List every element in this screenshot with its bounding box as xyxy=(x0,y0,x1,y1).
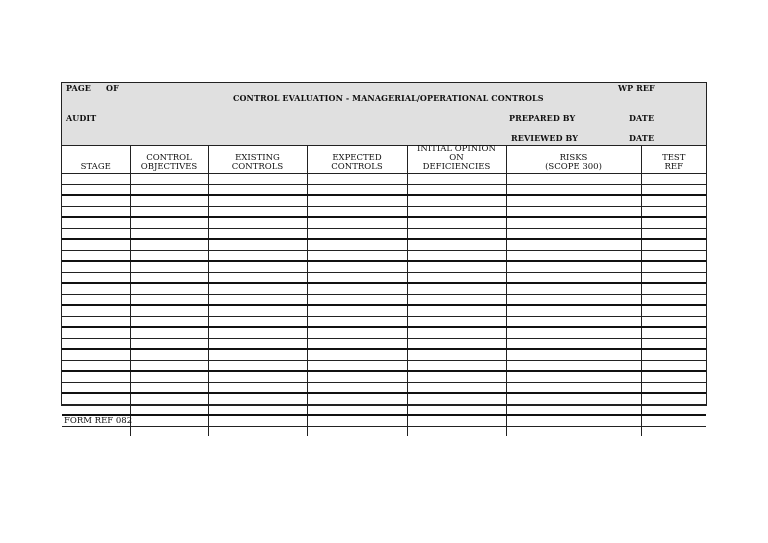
table-cell[interactable] xyxy=(641,327,706,338)
table-cell[interactable] xyxy=(130,283,208,294)
table-row xyxy=(62,250,706,261)
table-row xyxy=(62,272,706,283)
table-cell[interactable] xyxy=(62,371,130,382)
table-cell[interactable] xyxy=(307,261,407,272)
table-cell[interactable] xyxy=(130,217,208,228)
column-header-line: STAGE xyxy=(80,162,111,172)
table-cell[interactable] xyxy=(307,360,407,371)
table-cell[interactable] xyxy=(506,371,641,382)
reviewed-by-label: REVIEWED BY xyxy=(511,133,579,143)
table-cell[interactable] xyxy=(407,195,506,206)
column-header xyxy=(130,145,208,174)
table-cell[interactable] xyxy=(307,426,407,436)
table-cell[interactable] xyxy=(130,239,208,250)
table-cell[interactable] xyxy=(208,174,307,185)
table-cell[interactable] xyxy=(307,327,407,338)
table-cell[interactable] xyxy=(130,272,208,283)
table-cell[interactable] xyxy=(407,272,506,283)
table-cell[interactable] xyxy=(506,250,641,261)
table-cell[interactable] xyxy=(208,272,307,283)
table-cell[interactable] xyxy=(641,283,706,294)
table-cell[interactable] xyxy=(407,250,506,261)
table-cell[interactable] xyxy=(407,228,506,239)
column-header-line: OBJECTIVES xyxy=(140,162,198,172)
table-cell[interactable] xyxy=(506,261,641,272)
table-cell[interactable] xyxy=(307,239,407,250)
table-cell[interactable] xyxy=(130,294,208,305)
table-cell[interactable] xyxy=(208,415,307,426)
table-cell[interactable] xyxy=(641,174,706,185)
table-row xyxy=(62,316,706,327)
table-cell[interactable] xyxy=(130,426,208,436)
table-cell[interactable] xyxy=(506,360,641,371)
table-cell[interactable] xyxy=(62,382,130,393)
table-cell[interactable] xyxy=(506,305,641,316)
table-cell[interactable] xyxy=(307,195,407,206)
table-cell[interactable] xyxy=(208,217,307,228)
table-cell[interactable] xyxy=(506,283,641,294)
table-cell[interactable] xyxy=(130,404,208,415)
table-cell[interactable] xyxy=(62,294,130,305)
table-cell[interactable] xyxy=(506,415,641,426)
table-cell[interactable] xyxy=(62,426,130,436)
table-cell[interactable] xyxy=(407,217,506,228)
table-cell[interactable] xyxy=(208,195,307,206)
column-header-line: (SCOPE 300) xyxy=(545,162,602,172)
table-cell[interactable] xyxy=(641,184,706,195)
column-header-line: EXPECTED xyxy=(332,153,382,163)
table-cell[interactable] xyxy=(62,174,130,185)
table-body xyxy=(62,174,706,437)
table-cell[interactable] xyxy=(130,305,208,316)
table-row xyxy=(62,294,706,305)
table-row xyxy=(62,393,706,404)
table-cell[interactable] xyxy=(130,393,208,404)
column-header xyxy=(506,145,641,174)
table-cell[interactable] xyxy=(506,316,641,327)
table-cell[interactable] xyxy=(62,184,130,195)
table-cell[interactable] xyxy=(506,404,641,415)
column-header xyxy=(641,145,706,174)
table-cell[interactable] xyxy=(407,174,506,185)
column-header-line: INITIAL OPINION ON xyxy=(417,144,496,163)
table-cell[interactable] xyxy=(307,283,407,294)
table-cell[interactable] xyxy=(407,360,506,371)
table-cell[interactable] xyxy=(506,349,641,360)
table-cell[interactable] xyxy=(506,206,641,217)
table-cell[interactable] xyxy=(62,283,130,294)
table-row xyxy=(62,338,706,349)
table-cell[interactable] xyxy=(307,174,407,185)
table-cell[interactable] xyxy=(208,426,307,436)
table-cell[interactable] xyxy=(208,393,307,404)
table-cell[interactable] xyxy=(641,360,706,371)
table-cell[interactable] xyxy=(641,415,706,426)
table-cell[interactable] xyxy=(208,316,307,327)
table-row xyxy=(62,305,706,316)
reviewed-date-label: DATE xyxy=(629,133,655,143)
table-cell[interactable] xyxy=(208,250,307,261)
column-header xyxy=(307,145,407,174)
table-cell[interactable] xyxy=(307,294,407,305)
table-cell[interactable] xyxy=(307,316,407,327)
table-cell[interactable] xyxy=(208,305,307,316)
table-cell[interactable] xyxy=(130,316,208,327)
column-header xyxy=(208,145,307,174)
table-cell[interactable] xyxy=(641,239,706,250)
table-cell[interactable] xyxy=(208,261,307,272)
table-cell[interactable] xyxy=(62,360,130,371)
table-cell[interactable] xyxy=(130,360,208,371)
table-cell[interactable] xyxy=(506,294,641,305)
table-cell[interactable] xyxy=(130,415,208,426)
table-cell[interactable] xyxy=(130,174,208,185)
table-cell[interactable] xyxy=(407,393,506,404)
table-cell[interactable] xyxy=(407,371,506,382)
table-cell[interactable] xyxy=(62,217,130,228)
table-cell[interactable] xyxy=(130,195,208,206)
table-row xyxy=(62,382,706,393)
table-cell[interactable] xyxy=(407,206,506,217)
table-cell[interactable] xyxy=(208,239,307,250)
table-cell[interactable] xyxy=(506,184,641,195)
table-cell[interactable] xyxy=(641,393,706,404)
prepared-date-label: DATE xyxy=(629,113,655,123)
table-cell[interactable] xyxy=(407,382,506,393)
table-row xyxy=(62,360,706,371)
table-row xyxy=(62,184,706,195)
table-cell[interactable] xyxy=(407,294,506,305)
table-cell[interactable] xyxy=(506,382,641,393)
table-cell[interactable] xyxy=(130,382,208,393)
table-row xyxy=(62,195,706,206)
control-evaluation-form xyxy=(61,82,707,406)
control-evaluation-table xyxy=(62,145,706,436)
table-cell[interactable] xyxy=(208,404,307,415)
table-cell[interactable] xyxy=(307,184,407,195)
table-row xyxy=(62,228,706,239)
form-ref-label: FORM REF 082 xyxy=(64,416,133,426)
table-cell[interactable] xyxy=(641,338,706,349)
table-cell[interactable] xyxy=(407,239,506,250)
table-cell[interactable] xyxy=(208,184,307,195)
table-row xyxy=(62,217,706,228)
table-cell[interactable] xyxy=(208,360,307,371)
table-cell[interactable] xyxy=(407,305,506,316)
table-cell[interactable] xyxy=(641,349,706,360)
column-header xyxy=(407,145,506,174)
table-cell[interactable] xyxy=(130,206,208,217)
column-header-line: CONTROLS xyxy=(231,162,284,172)
table-cell[interactable] xyxy=(641,250,706,261)
table-row xyxy=(62,371,706,382)
table-cell[interactable] xyxy=(407,404,506,415)
column-header-line: CONTROL xyxy=(146,153,192,163)
table-cell[interactable] xyxy=(641,426,706,436)
table-cell[interactable] xyxy=(641,294,706,305)
table-row xyxy=(62,415,706,426)
audit-label: AUDIT xyxy=(66,113,97,123)
table-cell[interactable] xyxy=(407,338,506,349)
table-cell[interactable] xyxy=(130,327,208,338)
table-row xyxy=(62,404,706,415)
table-cell[interactable] xyxy=(208,382,307,393)
table-cell[interactable] xyxy=(307,206,407,217)
table-cell[interactable] xyxy=(307,371,407,382)
table-cell[interactable] xyxy=(208,327,307,338)
table-cell[interactable] xyxy=(62,228,130,239)
table-cell[interactable] xyxy=(62,206,130,217)
column-header-line: DEFICIENCIES xyxy=(422,162,491,172)
table-cell[interactable] xyxy=(62,393,130,404)
table-cell[interactable] xyxy=(307,228,407,239)
table-cell[interactable] xyxy=(62,349,130,360)
table-cell[interactable] xyxy=(506,327,641,338)
table-cell[interactable] xyxy=(506,228,641,239)
table-cell[interactable] xyxy=(208,294,307,305)
table-cell[interactable] xyxy=(641,261,706,272)
table-cell[interactable] xyxy=(641,228,706,239)
table-cell[interactable] xyxy=(407,184,506,195)
table-cell[interactable] xyxy=(407,415,506,426)
table-cell[interactable] xyxy=(641,272,706,283)
table-cell[interactable] xyxy=(307,217,407,228)
table-cell[interactable] xyxy=(62,327,130,338)
table-cell[interactable] xyxy=(506,272,641,283)
table-cell[interactable] xyxy=(307,349,407,360)
table-cell[interactable] xyxy=(62,404,130,415)
table-row xyxy=(62,239,706,250)
table-cell[interactable] xyxy=(130,228,208,239)
table-cell[interactable] xyxy=(641,404,706,415)
column-header-line: TEST xyxy=(662,153,686,163)
column-header-line: CONTROLS xyxy=(331,162,383,172)
table-cell[interactable] xyxy=(307,338,407,349)
table-cell[interactable] xyxy=(506,338,641,349)
table-cell[interactable] xyxy=(407,316,506,327)
table-cell[interactable] xyxy=(506,174,641,185)
table-row xyxy=(62,206,706,217)
table-row xyxy=(62,349,706,360)
table-cell[interactable] xyxy=(307,250,407,261)
column-header-line: REF xyxy=(664,162,683,172)
table-cell[interactable] xyxy=(307,305,407,316)
table-cell[interactable] xyxy=(407,349,506,360)
wp-ref-label: WP REF xyxy=(618,83,655,93)
column-header xyxy=(62,145,130,174)
table-cell[interactable] xyxy=(407,327,506,338)
table-cell[interactable] xyxy=(407,283,506,294)
table-cell[interactable] xyxy=(208,371,307,382)
table-cell[interactable] xyxy=(641,206,706,217)
table-cell[interactable] xyxy=(62,261,130,272)
table-cell[interactable] xyxy=(62,305,130,316)
table-row xyxy=(62,261,706,272)
table-cell[interactable] xyxy=(62,239,130,250)
table-cell[interactable] xyxy=(641,305,706,316)
table-cell[interactable] xyxy=(641,195,706,206)
table-cell[interactable] xyxy=(506,195,641,206)
table-cell[interactable] xyxy=(130,261,208,272)
form-title: CONTROL EVALUATION - MANAGERIAL/OPERATIONAL CONTROLS xyxy=(233,93,544,103)
table-cell[interactable] xyxy=(62,195,130,206)
table-cell[interactable] xyxy=(641,217,706,228)
table-row xyxy=(62,174,706,185)
table-cell[interactable] xyxy=(307,393,407,404)
table-cell[interactable] xyxy=(62,316,130,327)
column-header-line: RISKS xyxy=(559,153,588,163)
table-cell[interactable] xyxy=(62,250,130,261)
table-row xyxy=(62,327,706,338)
table-cell[interactable] xyxy=(62,272,130,283)
table-cell[interactable] xyxy=(130,184,208,195)
table-cell[interactable] xyxy=(130,349,208,360)
table-cell[interactable] xyxy=(506,239,641,250)
table-cell[interactable] xyxy=(130,371,208,382)
page-label: PAGE xyxy=(66,83,91,93)
prepared-by-label: PREPARED BY xyxy=(509,113,576,123)
table-cell[interactable] xyxy=(307,382,407,393)
table-cell[interactable] xyxy=(307,404,407,415)
table-cell[interactable] xyxy=(208,228,307,239)
table-row xyxy=(62,426,706,436)
table-cell[interactable] xyxy=(307,272,407,283)
table-cell[interactable] xyxy=(130,338,208,349)
column-header-line: EXISTING xyxy=(235,153,280,163)
table-cell[interactable] xyxy=(62,338,130,349)
table-cell[interactable] xyxy=(130,250,208,261)
of-label: OF xyxy=(106,83,119,93)
table-header-row xyxy=(62,145,706,174)
table-cell[interactable] xyxy=(407,426,506,436)
table-cell[interactable] xyxy=(208,206,307,217)
table-cell[interactable] xyxy=(641,371,706,382)
table-cell[interactable] xyxy=(208,338,307,349)
table-cell[interactable] xyxy=(307,415,407,426)
form-header xyxy=(62,83,706,146)
table-cell[interactable] xyxy=(407,261,506,272)
table-cell[interactable] xyxy=(641,316,706,327)
table-cell[interactable] xyxy=(208,283,307,294)
table-cell[interactable] xyxy=(641,382,706,393)
table-cell[interactable] xyxy=(506,426,641,436)
table-cell[interactable] xyxy=(506,217,641,228)
table-cell[interactable] xyxy=(208,349,307,360)
table-cell[interactable] xyxy=(506,393,641,404)
table-row xyxy=(62,283,706,294)
